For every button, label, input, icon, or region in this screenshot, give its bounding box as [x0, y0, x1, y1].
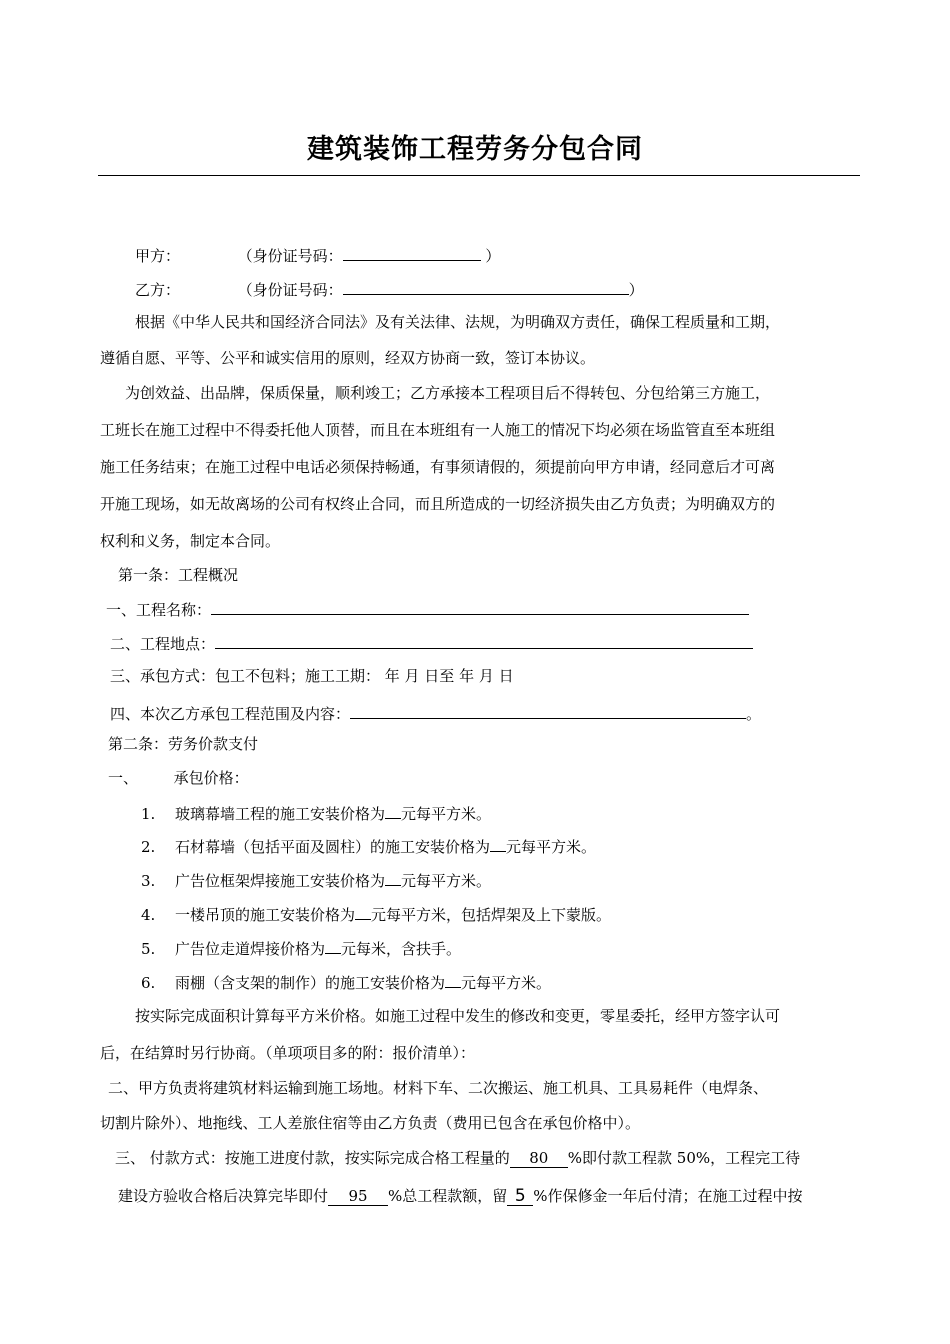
preamble-line-5: 权利和义务，制定本合同。 [100, 532, 281, 550]
price-item-1 [141, 802, 491, 824]
party-b-line [135, 278, 644, 300]
materials-line-1: 二、甲方负责将建筑材料运输到施工场地。材料下车、二次搬运、施工机具、工具易耗件（电焊条、 [108, 1079, 769, 1097]
party-b-id-blank [343, 278, 629, 295]
contract-price-label: 承包价格： [173, 769, 249, 787]
preamble-line-3: 施工任务结束；在施工过程中电话必须保持畅通，有事须请假的，须提前向甲方申请，经同意后才可离 [100, 458, 776, 476]
price-blank [355, 903, 371, 920]
payment-method-text: 三、 付款方式：按施工进度付款，按实际完成合格工程量的 [115, 1149, 510, 1167]
price-item-text: 玻璃幕墙工程的施工安装价格为 [175, 805, 386, 823]
retention-end-text: %作保修金一年后付清；在施工过程中按 [533, 1187, 803, 1205]
retention-text: %总工程款额，留 [388, 1187, 508, 1205]
project-location-line [110, 632, 753, 654]
price-item-num: 4. [141, 906, 156, 924]
intro-line-2: 遵循自愿、平等、公平和诚实信用的原则，经双方协商一致，签订本协议。 [100, 349, 596, 367]
price-item-6 [141, 971, 551, 993]
price-blank [325, 937, 341, 954]
project-name-blank [211, 598, 749, 615]
price-item-text: 广告位走道焊接价格为 [175, 940, 326, 958]
price-item-3 [141, 869, 491, 891]
preamble-line-1: 为创效益、出品牌，保质保量，顺利竣工；乙方承接本工程项目后不得转包、分包给第三方施工， [125, 384, 771, 402]
payment-line-1 [115, 1148, 800, 1168]
party-a-close: ） [485, 247, 501, 265]
price-item-text: 广告位框架焊接施工安装价格为 [175, 872, 386, 890]
project-name-line [106, 598, 749, 620]
price-item-num: 1. [141, 805, 156, 823]
price-item-num: 3. [141, 872, 156, 890]
title-divider [98, 175, 860, 176]
party-a-id-blank [343, 244, 481, 261]
final-payment-text: 建设方验收合格后决算完毕即付 [118, 1187, 329, 1205]
scope-blank [350, 702, 746, 719]
payment-method-mid: %即付款工程款 50%，工程完工待 [567, 1149, 801, 1167]
price-unit-text: 元每平方米。 [401, 805, 492, 823]
price-unit-text: 元每米，含扶手。 [341, 940, 462, 958]
document-title: 建筑装饰工程劳务分包合同 [307, 134, 643, 165]
contract-price-line [108, 768, 249, 788]
price-blank [385, 869, 401, 886]
party-b-close: ） [628, 281, 644, 299]
retention-percent: 5 [507, 1187, 533, 1206]
scope-line [110, 702, 761, 724]
price-item-4 [141, 903, 611, 925]
party-a-label: 甲方： [135, 247, 181, 265]
price-blank [385, 802, 401, 819]
party-a-id-label: （身份证号码： [237, 247, 343, 265]
project-location-label: 二、工程地点： [110, 635, 216, 653]
price-item-num: 5. [141, 940, 156, 958]
project-location-blank [215, 632, 753, 649]
price-blank [445, 971, 461, 988]
preamble-line-2: 工班长在施工过程中不得委托他人顶替，而且在本班组有一人施工的情况下均必须在场监管直至本班组 [100, 421, 776, 439]
preamble-line-4: 开施工现场，如无故离场的公司有权终止合同，而且所造成的一切经济损失由乙方负责；为明确双方的 [100, 495, 776, 513]
article-1-heading: 第一条：工程概况 [118, 566, 239, 584]
final-payment-percent: 95 [328, 1187, 388, 1206]
price-unit-text: 元每平方米。 [401, 872, 492, 890]
contract-price-num: 一、 [108, 769, 139, 787]
price-item-5 [141, 937, 461, 959]
party-b-id-label: （身份证号码： [237, 281, 343, 299]
price-item-text: 雨棚（含支架的制作）的施工安装价格为 [175, 974, 446, 992]
project-name-label: 一、工程名称： [106, 601, 212, 619]
intro-line-1: 根据《中华人民共和国经济合同法》及有关法律、法规，为明确双方责任，确保工程质量和工期， [135, 313, 781, 331]
area-note-line-2: 后，在结算时另行协商。（单项项目多的附：报价清单）： [100, 1044, 476, 1062]
progress-payment-percent: 80 [510, 1149, 568, 1168]
price-unit-text: 元每平方米，包括焊架及上下蒙版。 [371, 906, 612, 924]
price-item-text: 一楼吊顶的施工安装价格为 [175, 906, 356, 924]
area-note-line-1: 按实际完成面积计算每平方米价格。如施工过程中发生的修改和变更，零星委托，经甲方签字认可 [135, 1007, 781, 1025]
contract-method-line: 三、承包方式：包工不包料；施工工期： 年 月 日至 年 月 日 [110, 667, 514, 685]
payment-line-2 [118, 1186, 803, 1206]
price-blank [490, 835, 506, 852]
party-b-label: 乙方： [135, 281, 181, 299]
scope-end: 。 [746, 705, 762, 723]
price-unit-text: 元每平方米。 [506, 838, 597, 856]
scope-label: 四、本次乙方承包工程范围及内容： [110, 705, 351, 723]
price-unit-text: 元每平方米。 [461, 974, 552, 992]
materials-line-2: 切割片除外）、地拖线、工人差旅住宿等由乙方负责（费用已包含在承包价格中）。 [100, 1114, 641, 1132]
price-item-2 [141, 835, 596, 857]
price-item-text: 石材幕墙（包括平面及圆柱）的施工安装价格为 [175, 838, 491, 856]
price-item-num: 6. [141, 974, 156, 992]
price-item-num: 2. [141, 838, 156, 856]
article-2-heading: 第二条：劳务价款支付 [108, 735, 259, 753]
party-a-line [135, 244, 500, 266]
